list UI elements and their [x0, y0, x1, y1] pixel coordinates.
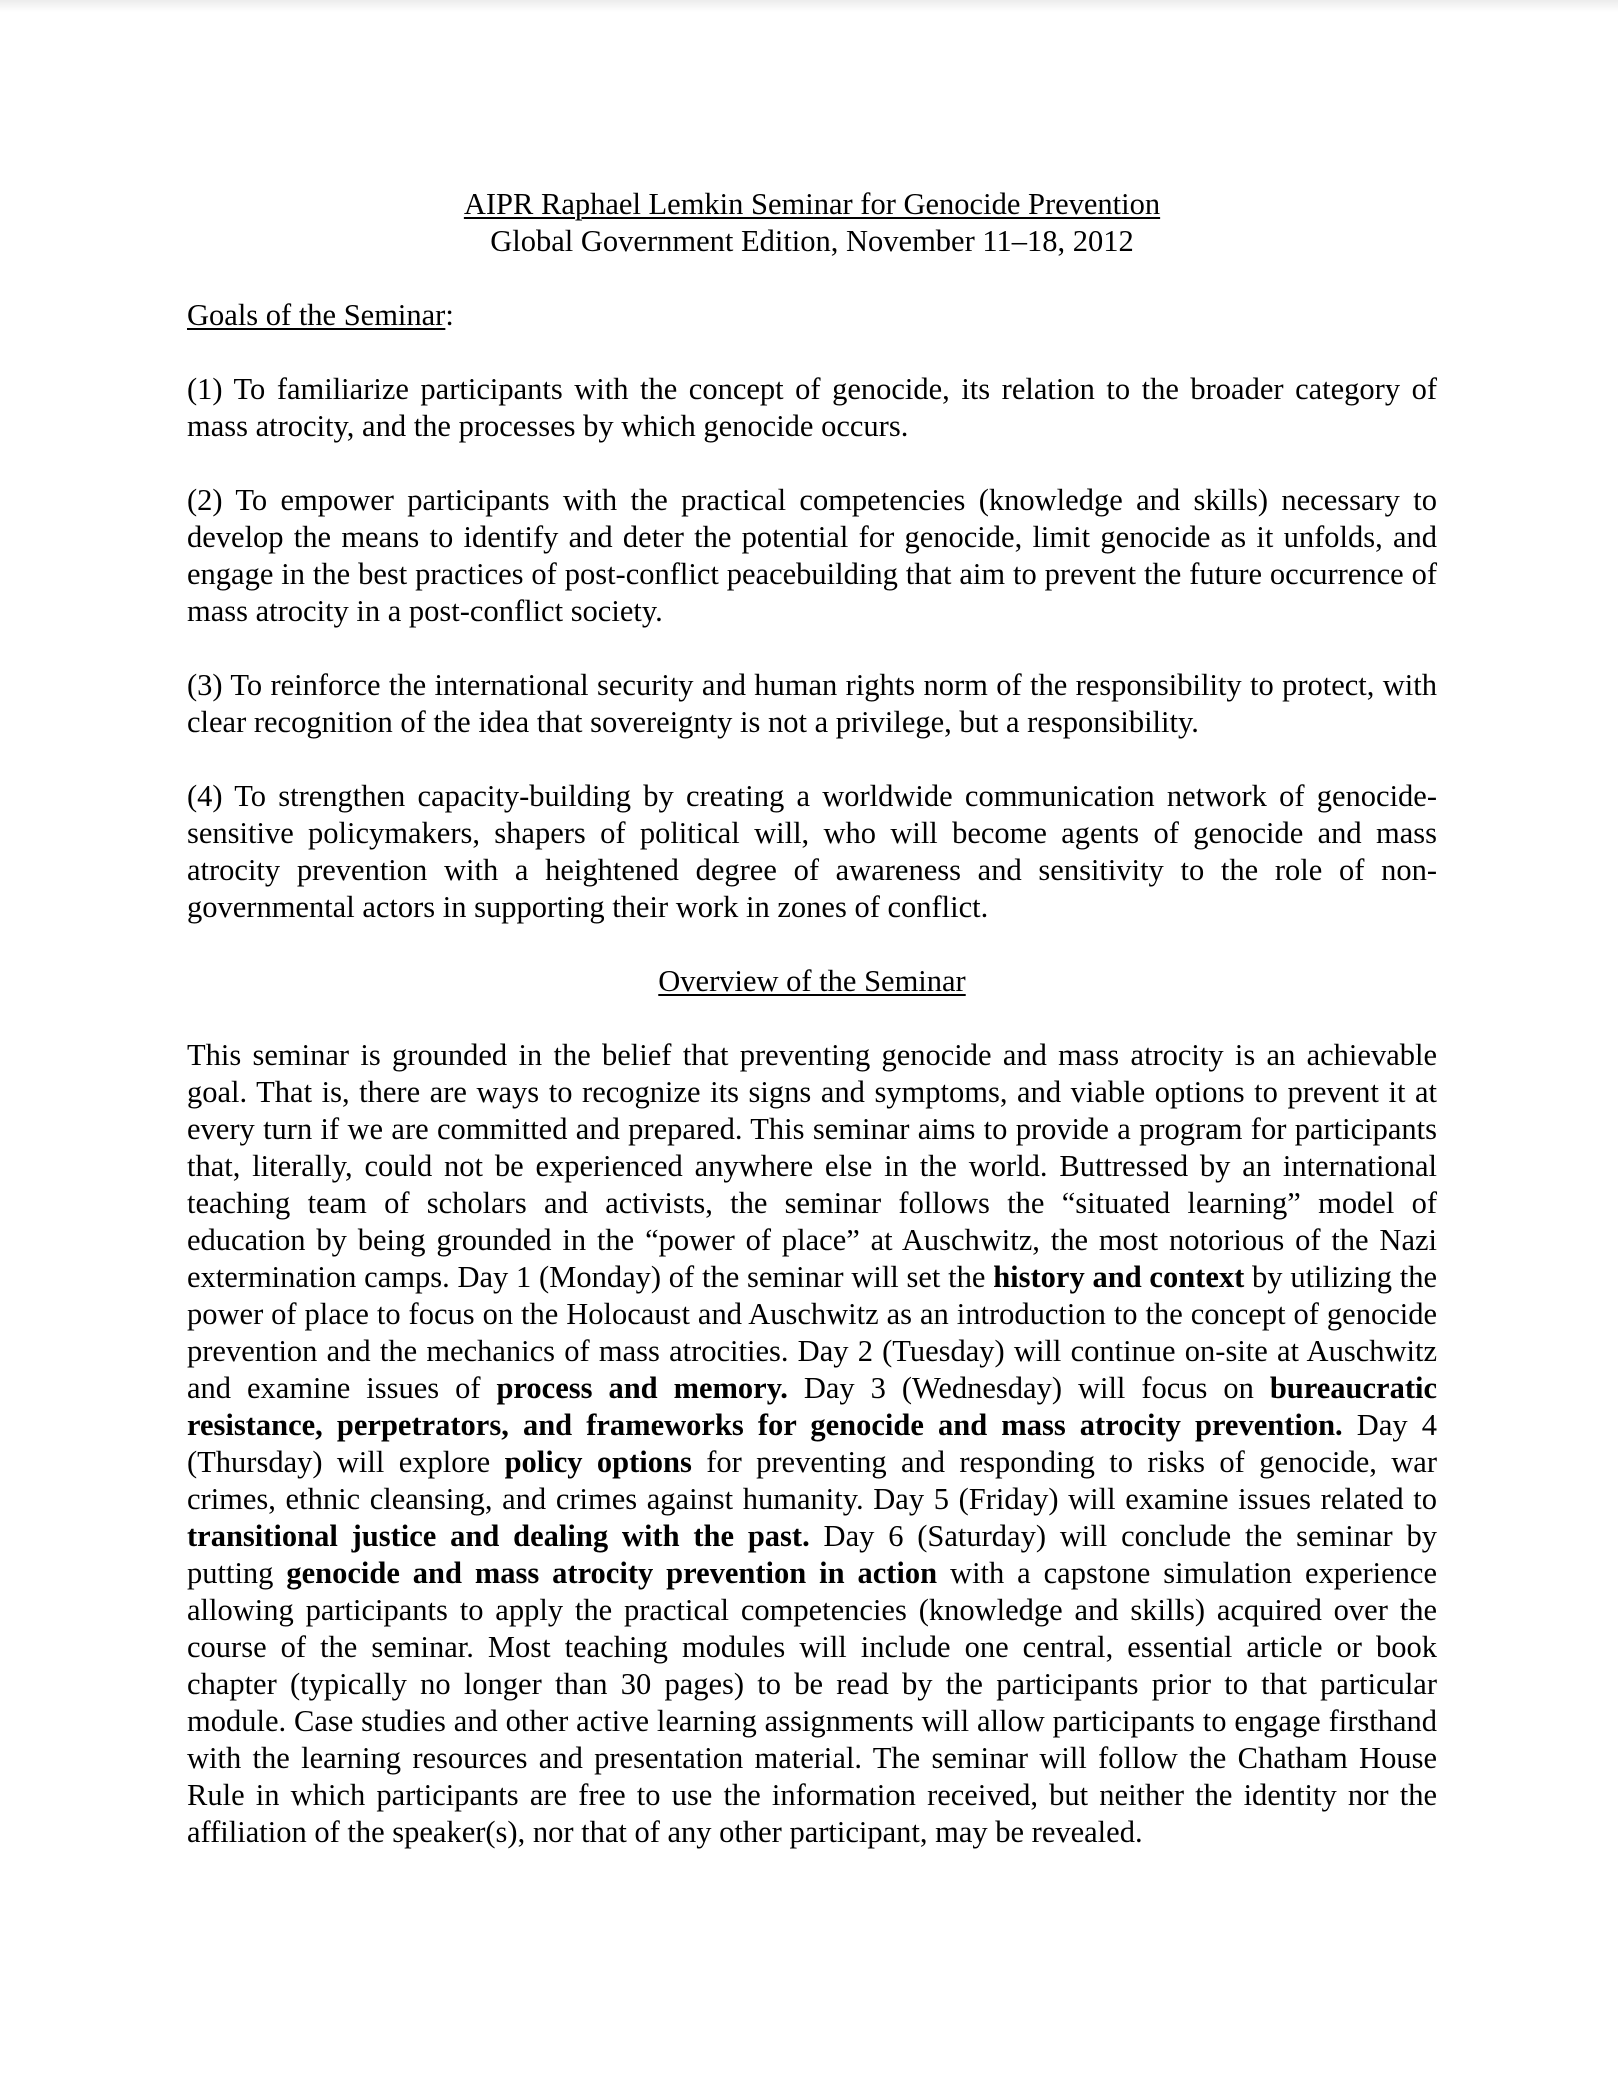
document-subtitle: Global Government Edition, November 11–18, 2012 [490, 224, 1134, 258]
goals-heading: Goals of the Seminar: [187, 298, 454, 332]
page-top-edge [0, 0, 1618, 12]
overview-paragraph: This seminar is grounded in the belief that preventing genocide and mass atrocity is an achievable goal. That is, there are ways to recognize its signs and symptoms, and viable options to prevent it at every turn if we are committed and prepared. This seminar aims to provide a program for participants that, literally, could not be experienced anywhere else in the world. Buttressed by an international teaching team of scholars and activists, the seminar follows the “situated learning” model of education by being grounded in the “power of place” at Auschwitz, the most notorious of the Nazi extermination camps. Day 1 (Monday) of the seminar will set the history and context by utilizing the power of place to focus on the Holocaust and Auschwitz as an introduction to the concept of genocide prevention and the mechanics of mass atrocities. Day 2 (Tuesday) will continue on-site at Auschwitz and examine issues of process and memory. Day 3 (Wednesday) will focus on bureaucratic resistance, perpetrators, and frameworks for genocide and mass atrocity prevention. Day 4 (Thursday) will explore policy options for preventing and responding to risks of genocide, war crimes, ethnic cleansing, and crimes against humanity. Day 5 (Friday) will examine issues related to transitional justice and dealing with the past. Day 6 (Saturday) will conclude the seminar by putting genocide and mass atrocity prevention in action with a capstone simulation experience allowing participants to apply the practical competencies (knowledge and skills) acquired over the course of the seminar. Most teaching modules will include one central, essential article or book chapter (typically no longer than 30 pages) to be read by the participants prior to that particular module. Case studies and other active learning assignments will allow participants to engage firsthand with the learning resources and presentation material. The seminar will follow the Chatham House Rule in which participants are free to use the information received, but neither the identity nor the affiliation of the speaker(s), nor that of any other participant, may be revealed. [187, 1038, 1438, 1849]
document-page [187, 186, 1437, 1851]
title-block [187, 186, 1437, 260]
emphasis-day6: genocide and mass atrocity prevention in action [286, 1556, 938, 1590]
document-title: AIPR Raphael Lemkin Seminar for Genocide Prevention [463, 187, 1161, 221]
goal-item-3: (3) To reinforce the international security and human rights norm of the responsibility to protect, with clear recognition of the idea that sovereignty is not a privilege, but a responsibility. [187, 668, 1437, 739]
emphasis-day4: policy options [504, 1445, 692, 1479]
emphasis-day3: bureaucratic resistance, perpetrators, and frameworks for genocide and mass atrocity prevention. [187, 1371, 1437, 1442]
emphasis-day1: history and context [993, 1260, 1245, 1294]
overview-heading: Overview of the Seminar [658, 964, 966, 998]
goal-item-2: (2) To empower participants with the practical competencies (knowledge and skills) necessary to develop the means to identify and deter the potential for genocide, limit genocide as it unfolds, and engage in the best practices of post-conflict peacebuilding that aim to prevent the future occurrence of mass atrocity in a post-conflict society. [187, 483, 1437, 628]
emphasis-day5: transitional justice and dealing with the past. [187, 1519, 810, 1553]
goal-item-4: (4) To strengthen capacity-building by creating a worldwide communication network of genocide-sensitive policymakers, shapers of political will, who will become agents of genocide and mass atrocity prevention with a heightened degree of awareness and sensitivity to the role of non-governmental actors in supporting their work in zones of conflict. [187, 779, 1437, 924]
emphasis-day2: process and memory. [496, 1371, 788, 1405]
goal-item-1: (1) To familiarize participants with the concept of genocide, its relation to the broader category of mass atrocity, and the processes by which genocide occurs. [187, 372, 1437, 443]
